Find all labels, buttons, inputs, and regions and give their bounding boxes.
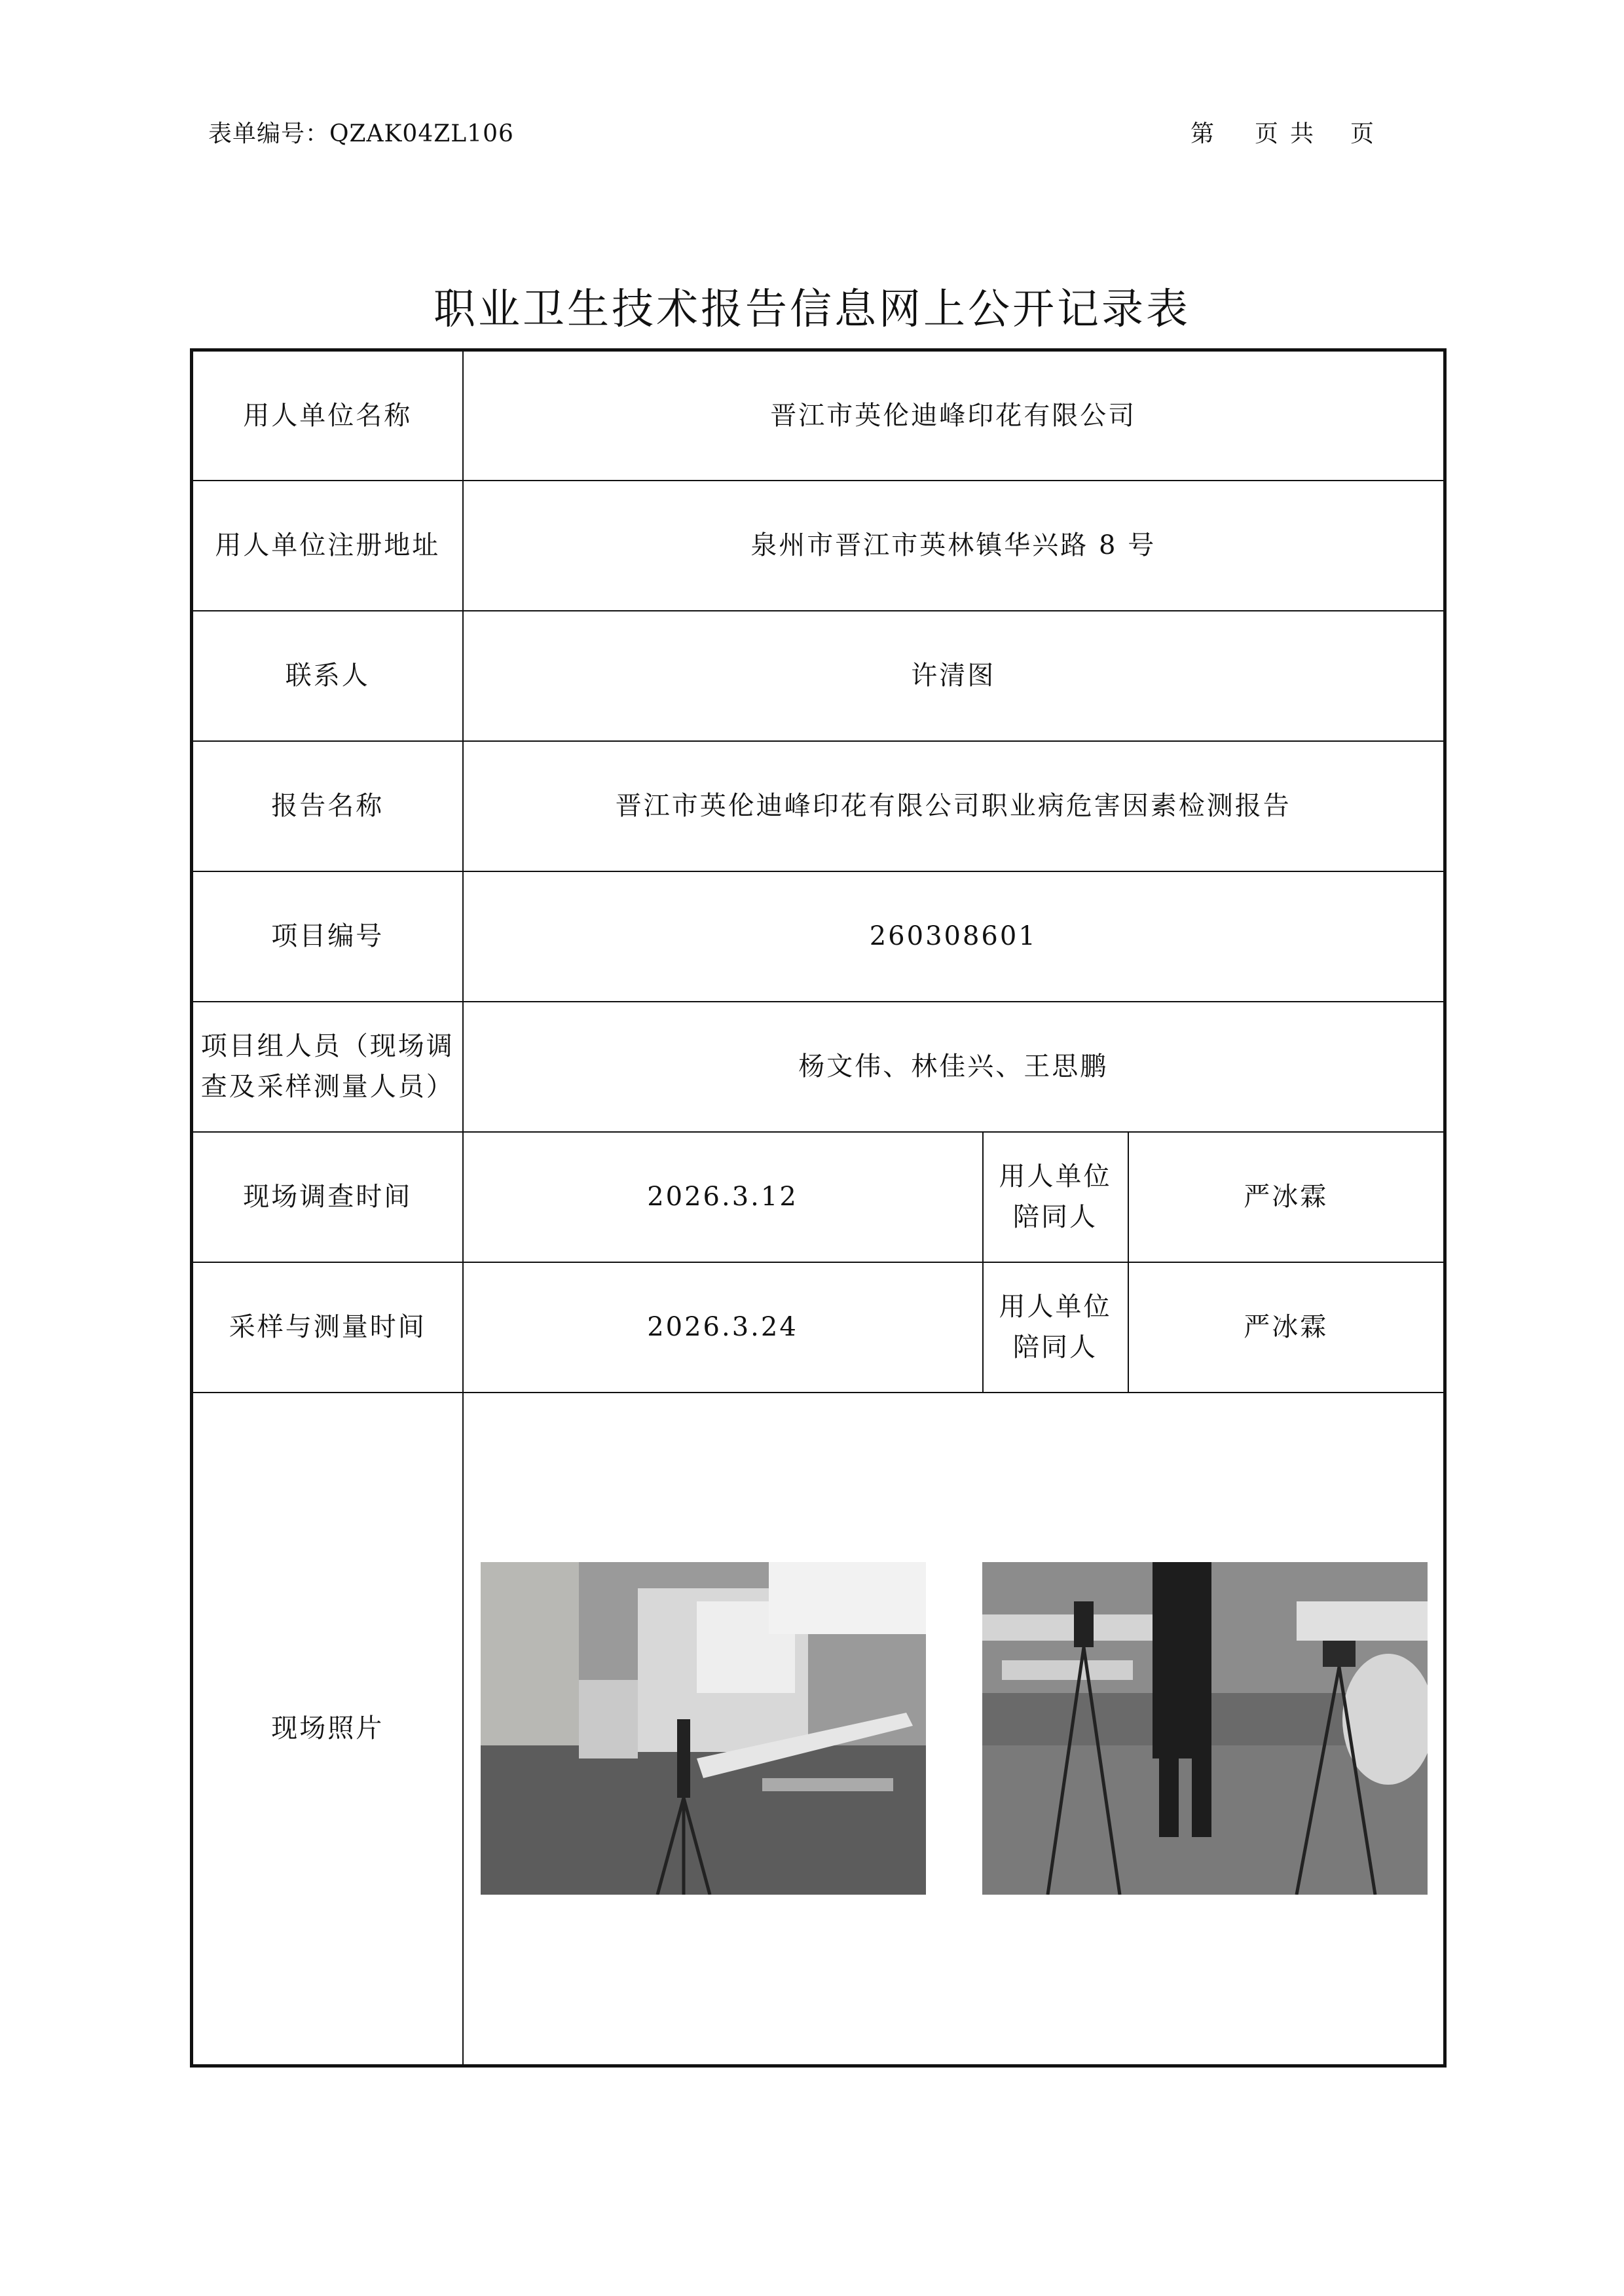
survey-escort: 严冰霖: [1128, 1132, 1445, 1262]
row-address: [192, 481, 1445, 611]
sampling-escort-label: [983, 1262, 1128, 1393]
photos-label: 现场照片: [192, 1393, 463, 2066]
contact-label: 联系人: [192, 611, 463, 741]
address-label: 用人单位注册地址: [192, 481, 463, 611]
report-name-value: 晋江市英伦迪峰印花有限公司职业病危害因素检测报告: [463, 741, 1445, 871]
form-number-label: 表单编号：: [208, 120, 330, 147]
row-project-no: [192, 871, 1445, 1002]
team-label-line2: 查及采样测量人员）: [200, 1072, 454, 1102]
photos-container: [464, 1562, 1444, 1895]
survey-label: 现场调查时间: [192, 1132, 463, 1262]
survey-escort-label: [983, 1132, 1128, 1262]
page-gong: 共: [1290, 120, 1314, 147]
page-ye: 页: [1255, 120, 1279, 147]
employer-name-value: 晋江市英伦迪峰印花有限公司: [463, 350, 1445, 481]
page-indicator: [1190, 115, 1374, 149]
sampling-escort-label-line2: 陪同人: [1013, 1332, 1098, 1362]
document-title: 职业卫生技术报告信息网上公开记录表: [434, 285, 1190, 334]
row-survey: [192, 1132, 1445, 1262]
site-photo-2: [982, 1562, 1428, 1895]
team-value: 杨文伟、林佳兴、王思鹏: [463, 1002, 1445, 1132]
contact-value: 许清图: [463, 611, 1445, 741]
site-photo-2-image: [982, 1562, 1428, 1895]
project-no-label: 项目编号: [192, 871, 463, 1002]
site-photo-1: [481, 1562, 926, 1895]
photos-cell: [463, 1393, 1445, 2066]
form-number: [208, 115, 514, 149]
team-label: [192, 1002, 463, 1132]
row-report-name: [192, 741, 1445, 871]
site-photo-1-image: [481, 1562, 926, 1895]
page-di: 第: [1190, 120, 1215, 147]
report-name-label: 报告名称: [192, 741, 463, 871]
sampling-escort-label-line1: 用人单位: [999, 1292, 1112, 1322]
form-number-value: QZAK04ZL106: [329, 120, 514, 147]
team-label-line1: 项目组人员（现场调: [200, 1031, 454, 1061]
row-team: [192, 1002, 1445, 1132]
survey-escort-label-line2: 陪同人: [1013, 1202, 1098, 1232]
survey-escort-label-line1: 用人单位: [999, 1161, 1112, 1192]
address-value: 泉州市晋江市英林镇华兴路 8 号: [463, 481, 1445, 611]
employer-name-label: 用人单位名称: [192, 350, 463, 481]
sampling-escort: 严冰霖: [1128, 1262, 1445, 1393]
record-table: [190, 348, 1447, 2068]
survey-date: 2026.3.12: [463, 1132, 983, 1262]
project-no-value: 260308601: [463, 871, 1445, 1002]
page-ye-total: 页: [1350, 120, 1375, 147]
sampling-label: 采样与测量时间: [192, 1262, 463, 1393]
row-photos: [192, 1393, 1445, 2066]
row-sampling: [192, 1262, 1445, 1393]
sampling-date: 2026.3.24: [463, 1262, 983, 1393]
row-employer-name: [192, 350, 1445, 481]
row-contact: [192, 611, 1445, 741]
